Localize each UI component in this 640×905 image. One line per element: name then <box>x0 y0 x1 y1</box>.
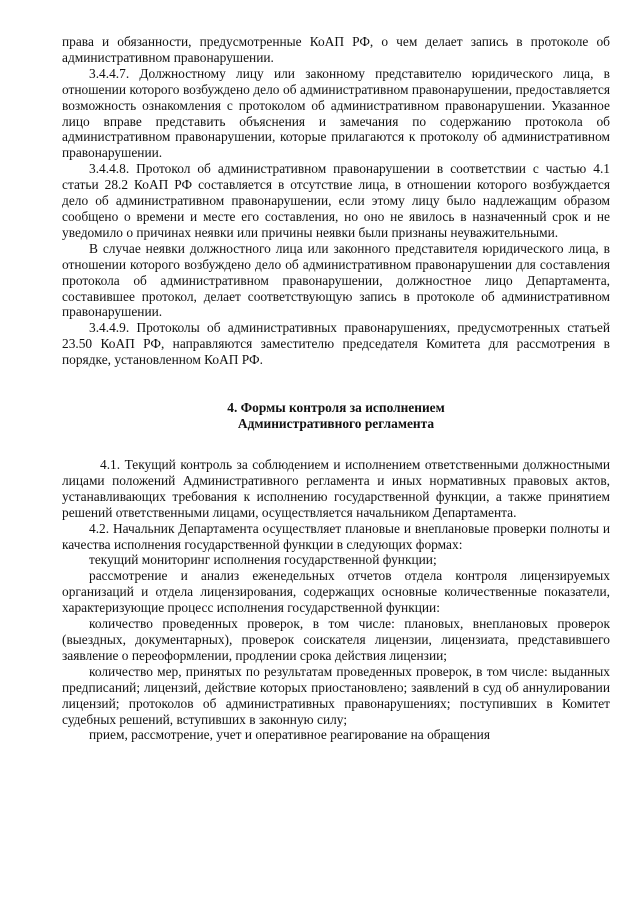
paragraph-3-4-4-8: 3.4.4.8. Протокол об административном правонарушении в соответствии с частью 4.1 статьи 28.2 КоАП РФ составляется в отсутствие лица, в отношении которого возбуждается дело об административном правонарушении, если этому лицу было надлежащим образом сообщено о времени и месте его составления, но оно не явилось в назначенный срок и не уведомило о причинах неявки или причины неявки были признаны неуважительными. <box>62 161 610 240</box>
section-4-heading-line-1: 4. Формы контроля за исполнением <box>227 400 445 416</box>
paragraph-4-2: 4.2. Начальник Департамента осуществляет плановые и внеплановые проверки полноты и качества исполнения государственной функции в следующих формах: <box>62 520 610 552</box>
list-item-inspections-count: количество проведенных проверок, в том числе: плановых, внеплановых проверок (выездных, документарных), проверок соискателя лицензии, лицензиата, представившего заявление о переоформлении, продлении срока действия лицензии; <box>62 616 610 663</box>
document-page <box>62 34 610 743</box>
paragraph-failure-to-appear: В случае неявки должностного лица или законного представителя юридического лица, в отношении которого возбуждено дело об административном правонарушении для составления протокола об административном правонарушении, должностное лицо Департамента, составившее протокол, делает соответствующую запись в протоколе об административном правонарушении. <box>62 240 610 320</box>
paragraph-3-4-4-9: 3.4.4.9. Протоколы об административных правонарушениях, предусмотренных статьей 23.50 КоАП РФ, направляются заместителю председателя Комитета для рассмотрения в порядке, установленном КоАП РФ. <box>62 320 610 368</box>
list-item-measures-count: количество мер, принятых по результатам проведенных проверок, в том числе: выданных предписаний; лицензий, действие которых приостановлено; заявлений в суд об аннулировании лицензий; протоколов об административных правонарушениях; поступивших в Комитет судебных решений, вступивших в законную силу; <box>62 663 610 727</box>
paragraph-continuation: права и обязанности, предусмотренные КоАП РФ, о чем делает запись в протоколе об административном правонарушении. <box>62 34 610 65</box>
section-4-heading <box>62 400 610 432</box>
list-item-report-review: рассмотрение и анализ еженедельных отчетов отдела контроля лицензируемых организаций и отдела лицензирования, содержащих основные количественные показатели, характеризующие процесс исполнения государственной функции: <box>62 568 610 616</box>
paragraph-4-1: 4.1. Текущий контроль за соблюдением и исполнением ответственными должностными лицами положений Административного регламента и иных нормативных правовых актов, устанавливающих требования к исполнению государственной функции, а также принятием решений ответственными лицами, осуществляется начальником Департамента. <box>62 457 610 520</box>
list-item-monitoring: текущий мониторинг исполнения государственной функции; <box>89 552 437 568</box>
section-4-heading-line-2: Административного регламента <box>237 416 435 432</box>
list-item-reception: прием, рассмотрение, учет и оперативное реагирование на обращения <box>89 727 490 743</box>
paragraph-3-4-4-7: 3.4.4.7. Должностному лицу или законному представителю юридического лица, в отношении которого возбуждено дело об административном правонарушении, предоставляется возможность ознакомления с протоколом об административном правонарушении. Указанное лицо вправе представить объяснения и замечания по содержанию протокола об административном правонарушении, которые прилагаются к протоколу об административном правонарушении. <box>62 65 610 161</box>
